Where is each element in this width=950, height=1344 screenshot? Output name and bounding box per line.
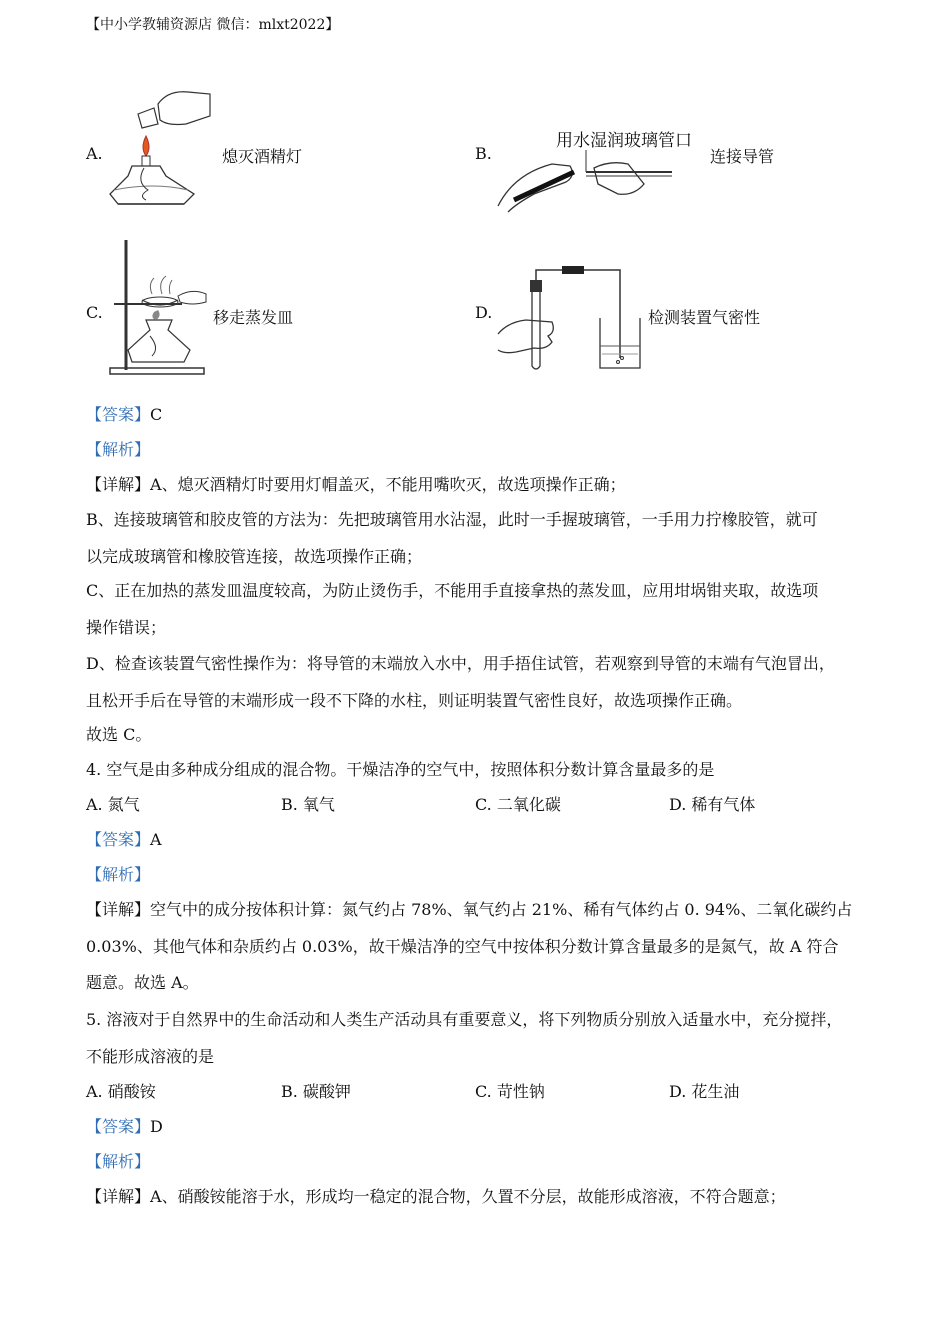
q3-detail-line-8: 故选 C。: [86, 725, 152, 744]
q5-question-line-2: 不能形成溶液的是: [86, 1047, 215, 1066]
q4-detail-tag: 【详解】: [86, 900, 151, 919]
q3-detail-tag: 【详解】: [86, 475, 151, 494]
q5-option-d: D. 花生油: [669, 1082, 740, 1101]
option-d-caption: 检测装置气密性: [648, 308, 761, 327]
q3-detail-line-5: 操作错误；: [86, 618, 167, 637]
q3-detail-line-4: C、正在加热的蒸发皿温度较高，为防止烫伤手，不能用手直接拿热的蒸发皿，应用坩埚钳夹取，故选项: [86, 581, 819, 600]
q5-option-c: C. 苛性钠: [475, 1082, 545, 1101]
tube-figure-caption: 用水湿润玻璃管口: [556, 131, 692, 151]
evaporating-dish-figure: [106, 236, 210, 376]
option-c-caption: 移走蒸发皿: [213, 308, 294, 327]
airtightness-check-figure: [496, 262, 646, 374]
q5-detail-line-1: [86, 1184, 786, 1207]
q5-answer: D: [150, 1117, 163, 1136]
option-b-letter: B.: [475, 144, 492, 163]
q4-answer: A: [150, 830, 162, 849]
q3-answer: C: [150, 405, 163, 424]
q4-detail-line-3: 题意。故选 A。: [86, 973, 199, 992]
q5-detail-tag: 【详解】: [86, 1187, 151, 1206]
q3-detail-line-3: 以完成玻璃管和橡胶管连接，故选项操作正确；: [86, 547, 423, 566]
q4-analysis-tag: 【解析】: [86, 865, 151, 884]
q4-option-a: A. 氮气: [86, 795, 140, 814]
q5-answer-line: [86, 1114, 163, 1137]
q3-detail-line-7: 且松开手后在导管的末端形成一段不下降的水柱，则证明装置气密性良好，故选项操作正确。: [86, 691, 743, 710]
alcohol-lamp-cap-figure: [108, 86, 214, 210]
q3-detail-line-6: D、检查该装置气密性操作为：将导管的末端放入水中，用手捂住试管，若观察到导管的末端有气泡冒出，: [86, 654, 835, 673]
q4-option-b: B. 氧气: [281, 795, 335, 814]
q4-answer-line: [86, 827, 162, 850]
q4-question: 4. 空气是由多种成分组成的混合物。干燥洁净的空气中，按照体积分数计算含量最多的是: [86, 760, 715, 779]
option-a-letter: A.: [86, 144, 103, 163]
q5-option-b: B. 碳酸钾: [281, 1082, 351, 1101]
q5-answer-tag: 【答案】: [86, 1117, 151, 1136]
q3-answer-tag: 【答案】: [86, 405, 151, 424]
option-a-caption: 熄灭酒精灯: [222, 147, 303, 166]
q3-answer-line: [86, 402, 162, 425]
connect-tube-figure: [494, 124, 704, 214]
q3-detail-text-1: A、熄灭酒精灯时要用灯帽盖灭，不能用嘴吹灭，故选项操作正确；: [150, 475, 626, 494]
q5-option-a: A. 硝酸铵: [86, 1082, 156, 1101]
q3-detail-line-1: [86, 472, 626, 495]
header-banner: 【中小学教辅资源店 微信：mlxt2022】: [86, 17, 340, 33]
option-b-caption: 连接导管: [710, 147, 775, 166]
q5-detail-text-1: A、硝酸铵能溶于水，形成均一稳定的混合物，久置不分层，故能形成溶液，不符合题意；: [150, 1187, 786, 1206]
q4-option-d: D. 稀有气体: [669, 795, 756, 814]
q5-analysis-tag: 【解析】: [86, 1152, 151, 1171]
q4-answer-tag: 【答案】: [86, 830, 151, 849]
q5-question-line-1: 5. 溶液对于自然界中的生命活动和人类生产活动具有重要意义，将下列物质分别放入适量水中，充分搅拌，: [86, 1010, 843, 1029]
q4-detail-line-1: [86, 897, 852, 920]
option-c-letter: C.: [86, 303, 103, 322]
q3-analysis-tag: 【解析】: [86, 440, 151, 459]
q3-detail-line-2: B、连接玻璃管和胶皮管的方法为：先把玻璃管用水沾湿，此时一手握玻璃管，一手用力拧橡胶管，就可: [86, 510, 818, 529]
q4-detail-line-2: 0.03%、其他气体和杂质约占 0.03%，故干燥洁净的空气中按体积分数计算含量最多的是氮气，故 A 符合: [86, 937, 839, 956]
q4-detail-text-1: 空气中的成分按体积计算：氮气约占 78%、氧气约占 21%、稀有气体约占 0. 94%、二氧化碳约占: [150, 900, 853, 919]
q4-option-c: C. 二氧化碳: [475, 795, 561, 814]
option-d-letter: D.: [475, 303, 493, 322]
